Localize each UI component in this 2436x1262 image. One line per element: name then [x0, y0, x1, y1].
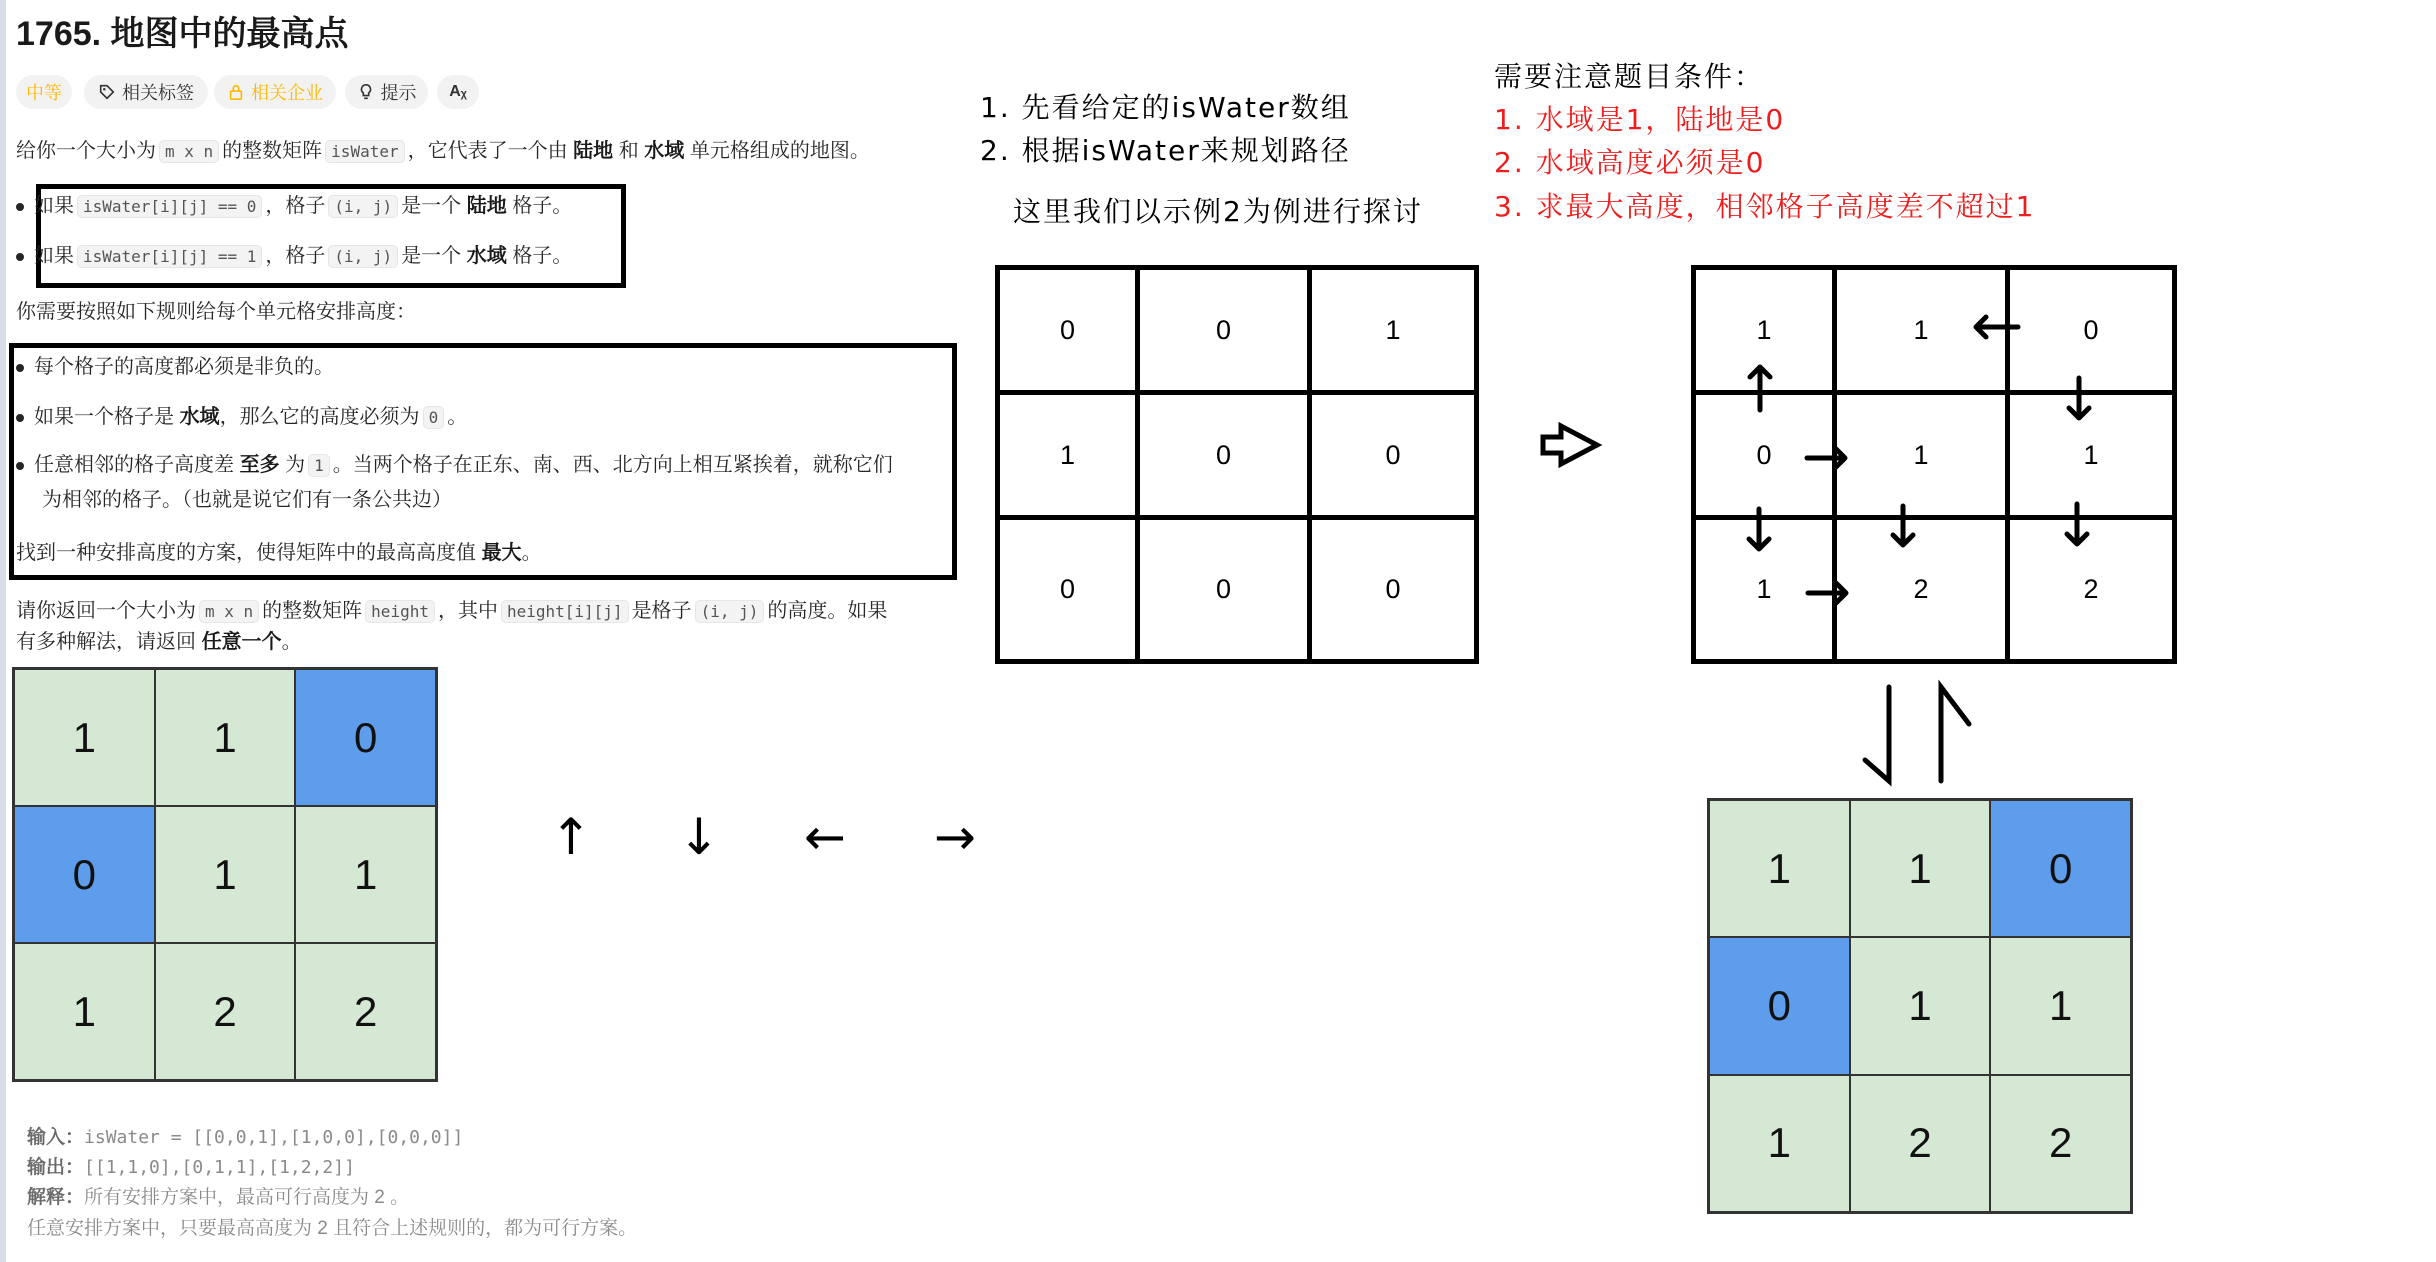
code-inline: (i, j): [328, 245, 398, 268]
note-step2: 2. 根据isWater来规划路径: [980, 134, 1351, 167]
grid-cell: 0: [1138, 268, 1310, 393]
grid-cell: 1: [1850, 937, 1991, 1074]
text: 格子。: [512, 245, 573, 267]
grid-cell: 1: [155, 806, 296, 943]
note-example: 这里我们以示例2为例进行探讨: [1013, 195, 1423, 228]
grid-cell: 1: [155, 669, 296, 806]
text: 。: [447, 406, 468, 428]
bold-text: 水域: [466, 245, 507, 267]
text: 的高度。如果: [767, 600, 888, 622]
arrow-right-icon: →: [934, 808, 976, 866]
grid-cell: 0: [998, 268, 1138, 393]
text: 任意相邻的格子高度差: [34, 454, 234, 476]
bold-text: 至多: [239, 454, 280, 476]
value: isWater = [[0,0,1],[1,0,0],[0,0,0]]: [84, 1127, 464, 1148]
text: 的整数矩阵: [262, 600, 363, 622]
grid-cell: 0: [1138, 393, 1310, 518]
text: 是格子: [631, 600, 692, 622]
grid-cell: 1: [295, 806, 436, 943]
grid-cell: 2: [1990, 1075, 2131, 1212]
text: 。当两个格子在正东、南、西、北方向上相互紧挨着，就称它们: [332, 454, 893, 476]
grid-cell: 0: [998, 518, 1138, 662]
arrow-down-icon: [1749, 509, 1769, 549]
code-inline: height: [365, 600, 435, 623]
arrow-right-icon: [1807, 448, 1845, 468]
grid-cell-water: 0: [295, 669, 436, 806]
text: 每个格子的高度都必须是非负的。: [34, 356, 334, 378]
text: 的整数矩阵: [222, 140, 323, 162]
note-step1: 1. 先看给定的isWater数组: [980, 91, 1351, 124]
text: 请你返回一个大小为: [16, 600, 196, 622]
code-inline: isWater[i][j] == 0: [77, 195, 262, 218]
text: 。: [281, 631, 302, 653]
translate-icon: Aᵪ: [449, 83, 467, 100]
related-companies-label: 相关企业: [251, 83, 323, 103]
grid-cell: 1: [1835, 268, 2008, 393]
grid-cell: 2: [295, 943, 436, 1080]
label: 输入：: [27, 1127, 85, 1148]
arrow-up-icon: ↑: [550, 808, 592, 866]
text: ，它代表了一个由: [407, 140, 568, 162]
bold-text: 任意一个: [201, 631, 282, 653]
grid-cell: 1: [1990, 937, 2131, 1074]
arrow-right-icon: [1808, 583, 1846, 603]
hint-label: 提示: [380, 83, 417, 103]
arrow-left-icon: [1976, 317, 2018, 337]
text: 如果一个格子是: [34, 406, 174, 428]
grid-cell: 1: [2008, 393, 2175, 518]
grid-cell: 0: [1310, 393, 1477, 518]
grid-cell: 1: [1694, 518, 1835, 662]
text: 找到一种安排高度的方案，使得矩阵中的最高高度值: [16, 542, 476, 564]
example-explanation-more: 任意安排方案中，只要最高高度为 2 且符合上述规则的，都为可行方案。: [27, 1218, 638, 1239]
text: 。: [521, 542, 542, 564]
text: ，格子: [265, 195, 326, 217]
grid-cell: 1: [14, 943, 155, 1080]
grid-cell: 0: [1138, 518, 1310, 662]
grid-cell: 1: [1835, 393, 2008, 518]
arrow-down-icon: [2067, 504, 2087, 544]
grid-cell: 2: [155, 943, 296, 1080]
bold-text: 水域: [644, 140, 685, 162]
text: 为: [285, 454, 306, 476]
conditions-title: 需要注意题目条件：: [1494, 60, 1765, 93]
text: ，其中: [437, 600, 498, 622]
condition-3: 3. 求最大高度，相邻格子高度差不超过1: [1494, 190, 2036, 223]
grid-cell: 1: [1310, 268, 1477, 393]
rule-adjacent-diff-cont: 为相邻的格子。（也就是说它们有一条公共边）: [42, 489, 452, 511]
grid-cell: 2: [2008, 518, 2175, 662]
arrow-down-icon: [1893, 506, 1913, 545]
arrow-left-icon: ←: [804, 808, 846, 866]
code-inline: 1: [308, 454, 330, 477]
grid-cell-water: 0: [1709, 937, 1850, 1074]
problem-title: 1765. 地图中的最高点: [16, 15, 349, 53]
condition-2: 2. 水域高度必须是0: [1494, 146, 1766, 179]
grid-cell: 0: [1310, 518, 1477, 662]
text: ，格子: [265, 245, 326, 267]
arrow-down-icon: ↓: [678, 808, 720, 866]
grid-cell: 2: [1850, 1075, 1991, 1212]
bold-text: 陆地: [573, 140, 614, 162]
hollow-arrow-right-icon: [1543, 426, 1597, 464]
code-inline: isWater[i][j] == 1: [77, 245, 262, 268]
grid-cell: 0: [2008, 268, 2175, 393]
text: 如果: [34, 245, 74, 267]
arrow-up-icon: [1750, 367, 1770, 410]
grid-cell: 0: [1694, 393, 1835, 518]
grid-cell-water: 0: [14, 806, 155, 943]
grid-cell: 1: [1694, 268, 1835, 393]
grid-cell: 1: [1850, 800, 1991, 937]
code-inline: height[i][j]: [501, 600, 629, 623]
code-inline: m x n: [159, 140, 219, 163]
text: 如果: [34, 195, 74, 217]
grid-cell: 2: [1835, 518, 2008, 662]
value: [[1,1,0],[0,1,1],[1,2,2]]: [84, 1157, 355, 1178]
code-inline: (i, j): [695, 600, 765, 623]
difficulty-label: 中等: [26, 83, 62, 103]
grid-cell: 1: [14, 669, 155, 806]
grid-cell: 1: [998, 393, 1138, 518]
text: 单元格组成的地图。: [689, 140, 870, 162]
grid-cell: 1: [1709, 800, 1850, 937]
related-tags-label: 相关标签: [122, 83, 194, 103]
text: ，那么它的高度必须为: [219, 406, 420, 428]
harpoon-arrows-icon: [1865, 687, 1969, 781]
code-inline: 0: [423, 406, 445, 429]
text: 格子。: [512, 195, 573, 217]
value: 所有安排方案中，最高可行高度为 2 。: [84, 1187, 410, 1208]
grid-cell: 1: [1709, 1075, 1850, 1212]
solution-height-grid: [1707, 798, 2133, 1214]
text: 是一个: [401, 245, 462, 267]
bold-text: 陆地: [466, 195, 507, 217]
code-inline: isWater: [325, 140, 404, 163]
text: 是一个: [401, 195, 462, 217]
condition-1: 1. 水域是1，陆地是0: [1494, 103, 1786, 136]
arrow-down-icon: [2069, 378, 2089, 418]
label: 解释：: [27, 1187, 85, 1208]
text: 有多种解法，请返回: [16, 631, 196, 653]
text: 和: [618, 140, 639, 162]
label: 输出：: [27, 1157, 85, 1178]
code-inline: (i, j): [328, 195, 398, 218]
rules-intro: 你需要按照如下规则给每个单元格安排高度：: [16, 301, 416, 323]
bold-text: 最大: [481, 542, 522, 564]
text: 给你一个大小为: [16, 140, 156, 162]
bold-text: 水域: [179, 406, 220, 428]
grid-cell-water: 0: [1990, 800, 2131, 937]
code-inline: m x n: [199, 600, 259, 623]
